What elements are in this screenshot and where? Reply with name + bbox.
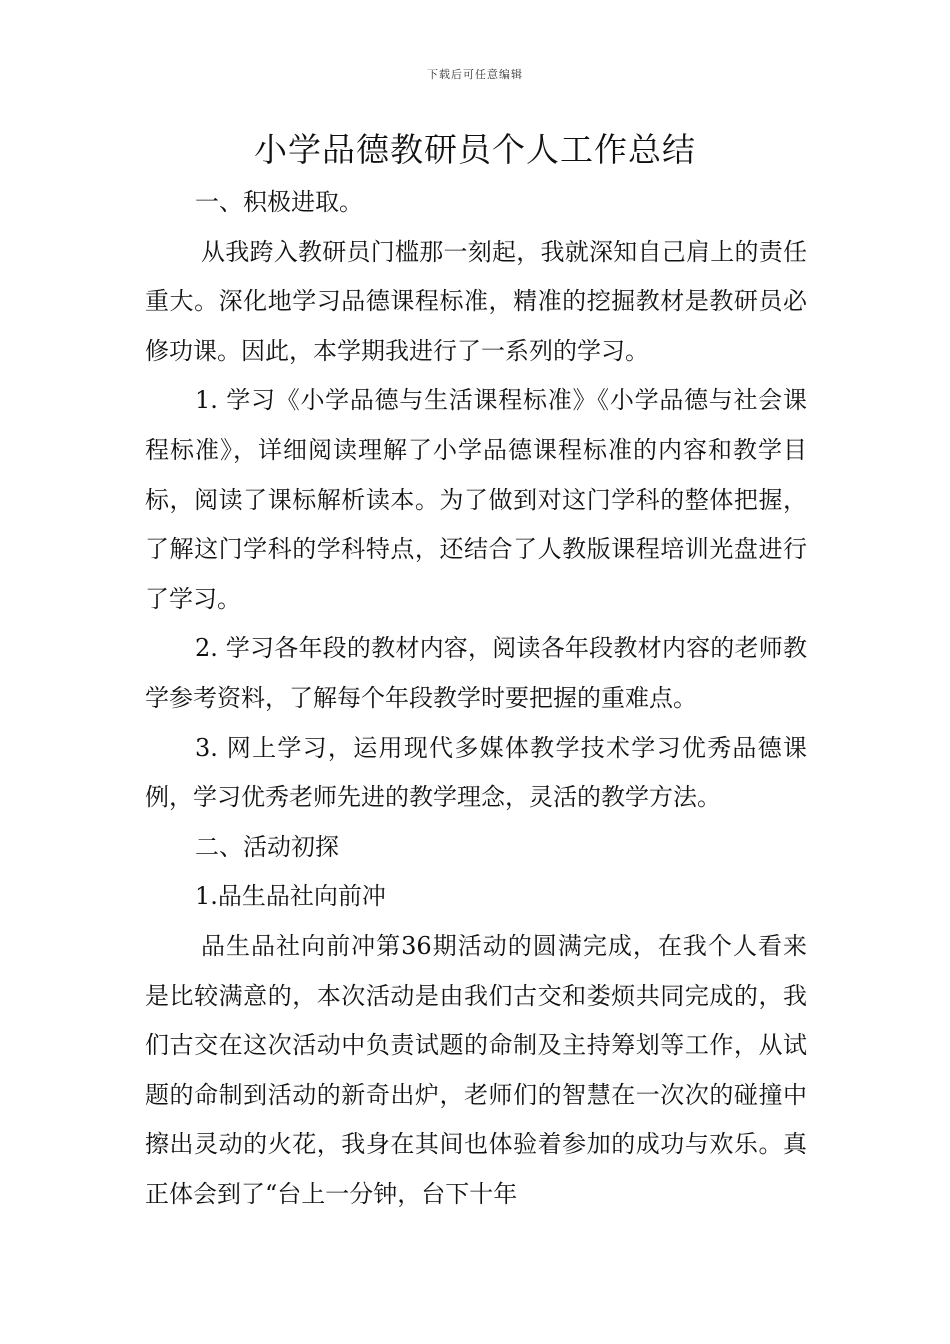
document-body — [145, 178, 807, 1219]
download-note: 下载后可任意编辑 — [427, 68, 523, 81]
paragraph-activity: 品生品社向前冲第36期活动的圆满完成，在我个人看来是比较满意的，本次活动是由我们古交和娄烦共同完成的，我们古交在这次活动中负责试题的命制及主持筹划等工作，从试题的命制到活动的新奇出炉，老师们的智慧在一次次的碰撞中擦出灵动的火花，我身在其间也体验着参加的成功与欢乐。真正体会到了“台上一分钟，台下十年 — [145, 931, 807, 1208]
subsection-heading-1: 1.品生品社向前冲 — [195, 882, 386, 911]
paragraph-intro: 从我跨入教研员门槛那一刻起，我就深知自己肩上的责任重大。深化地学习品德课程标准，精准的挖掘教材是教研员必修功课。因此，本学期我进行了一系列的学习。 — [145, 237, 807, 365]
document-title: 小学品德教研员个人工作总结 — [254, 130, 696, 169]
paragraph-item-3: 3. 网上学习，运用现代多媒体教学技术学习优秀品德课例，学习优秀老师先进的教学理念，灵活的教学方法。 — [145, 733, 807, 812]
paragraph-item-2: 2. 学习各年段的教材内容，阅读各年段教材内容的老师教学参考资料，了解每个年段教学时要把握的重难点。 — [145, 634, 807, 712]
section-heading-2: 二、活动初探 — [195, 832, 339, 861]
paragraph-item-1: 1. 学习《小学品德与生活课程标准》《小学品德与社会课程标准》，详细阅读理解了小学品德课程标准的内容和教学目标，阅读了课标解析读本。为了做到对这门学科的整体把握，了解这门学科的学科特点，还结合了人教版课程培训光盘进行了学习。 — [145, 386, 807, 613]
section-heading-1: 一、积极进取。 — [195, 188, 363, 216]
